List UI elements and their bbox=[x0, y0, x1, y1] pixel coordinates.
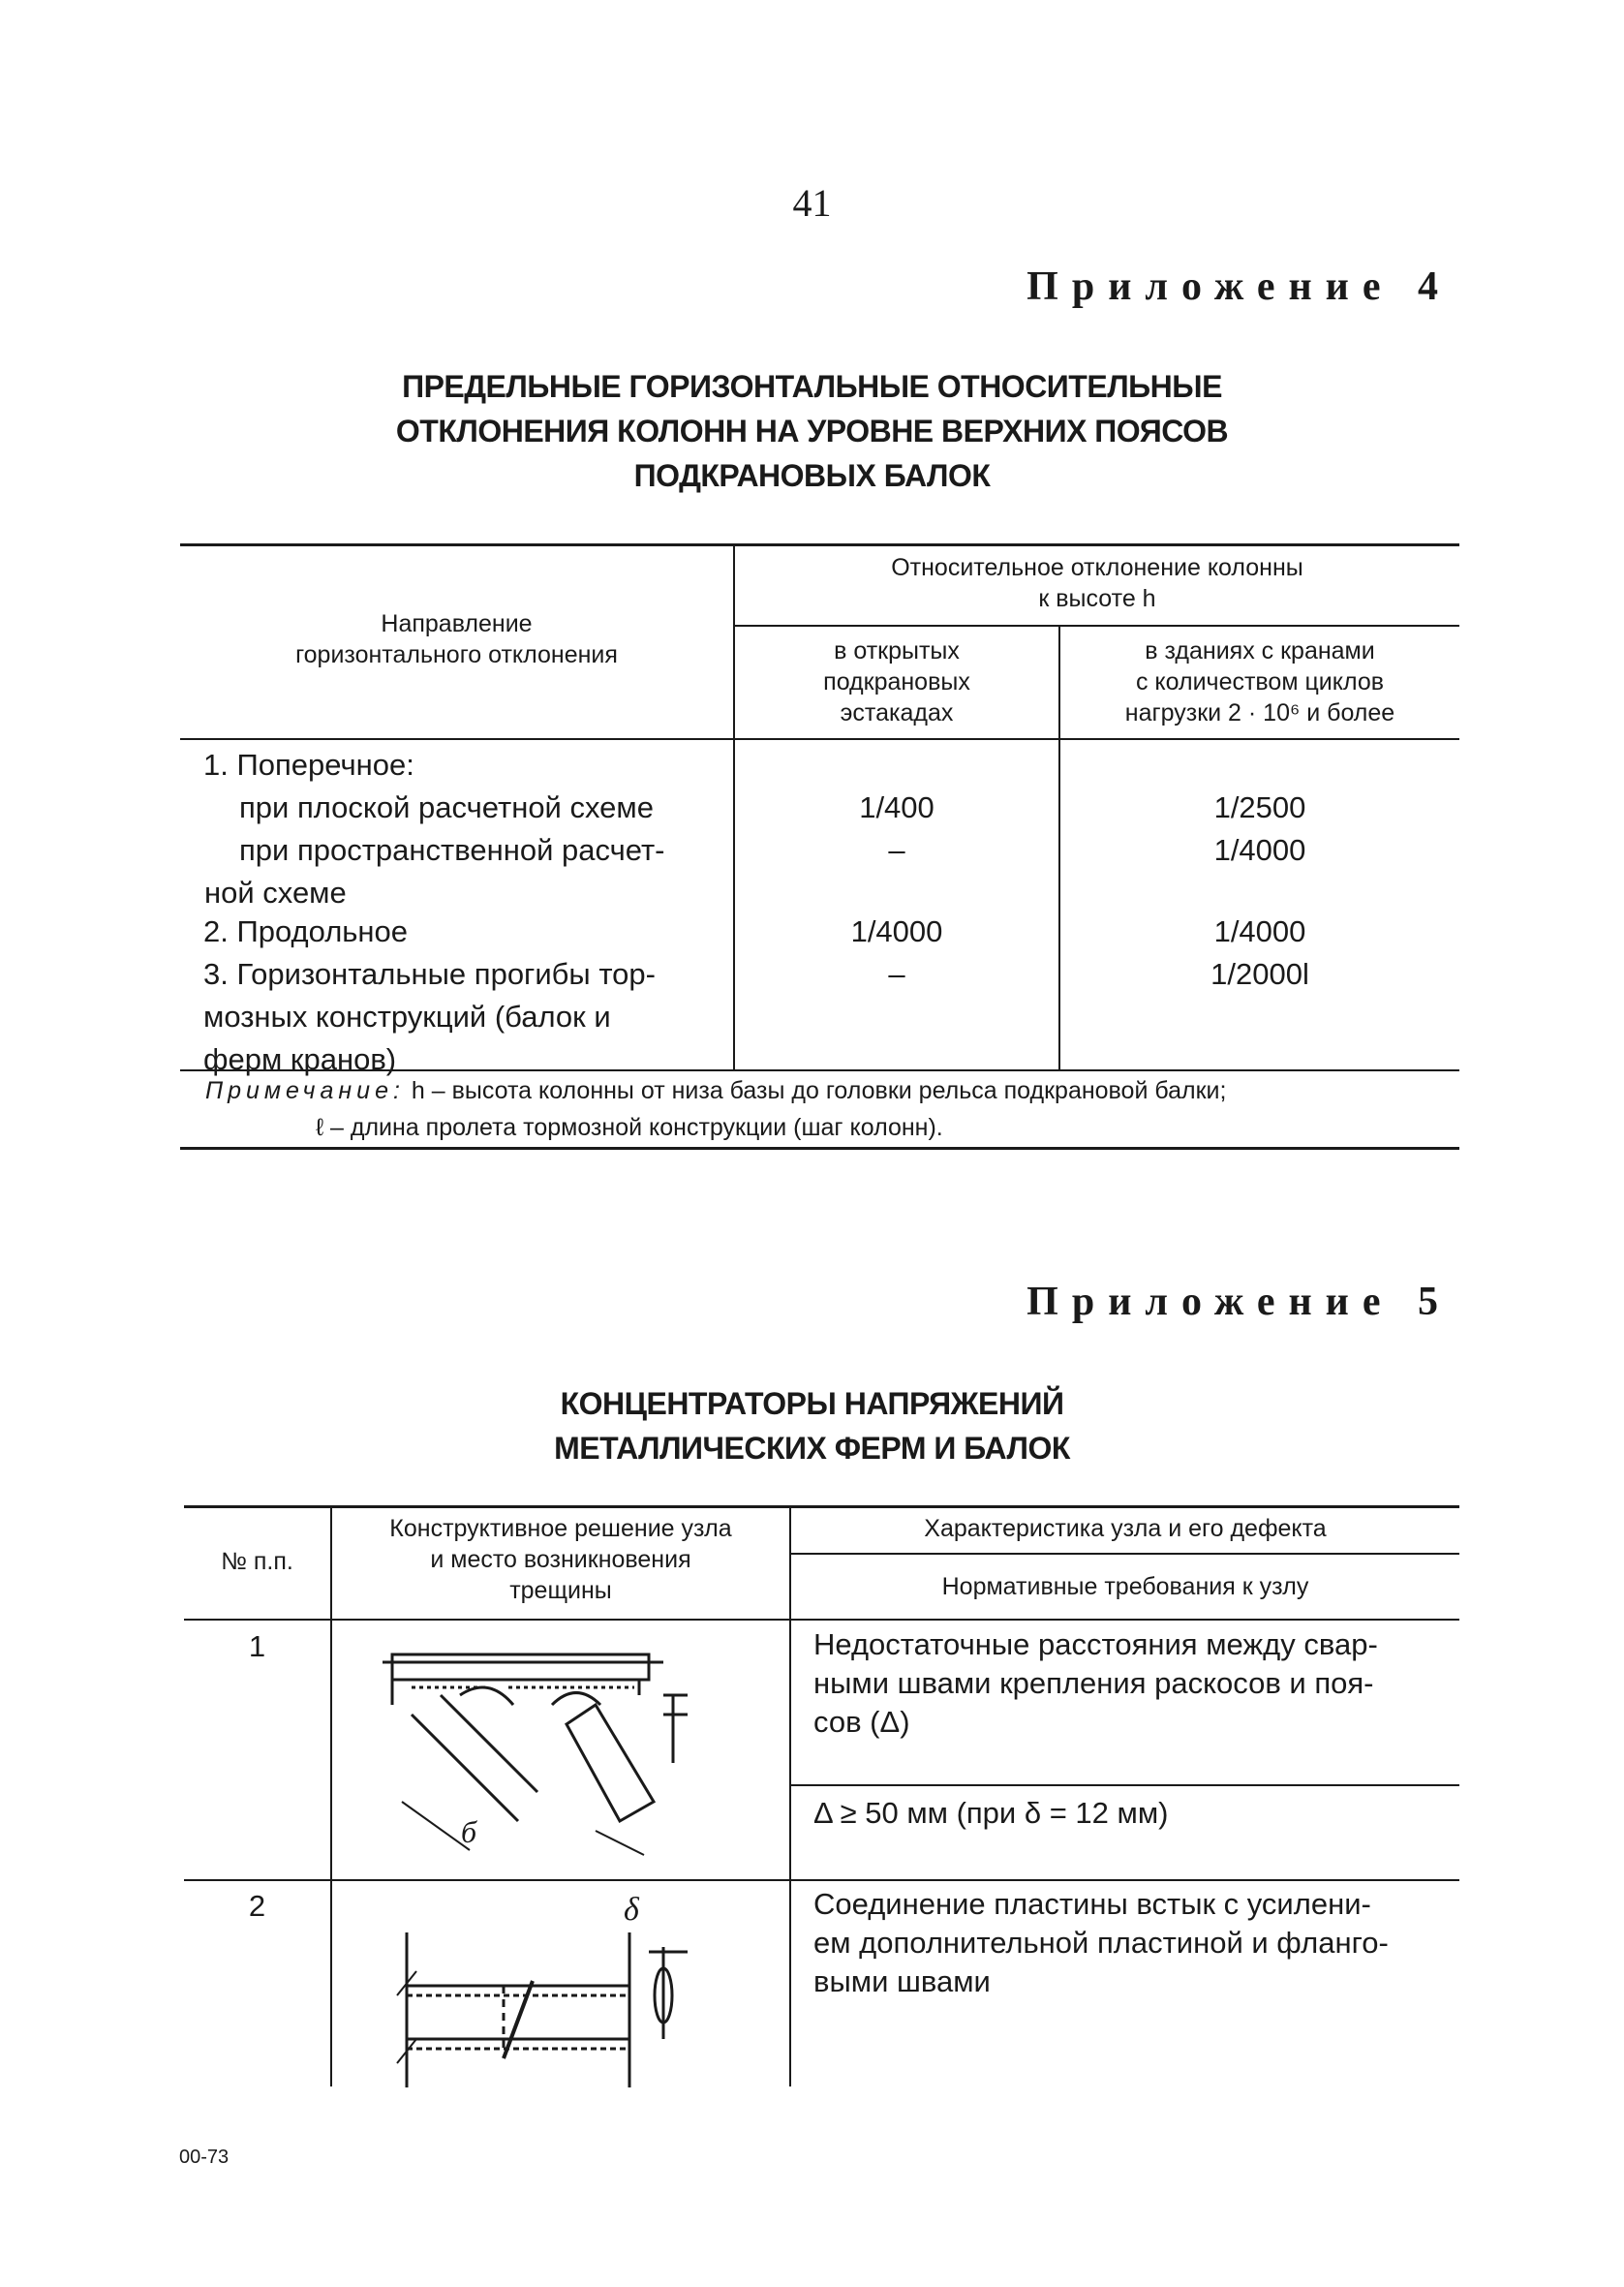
table-hline bbox=[791, 1784, 1459, 1786]
column-header-solution bbox=[332, 1513, 789, 1606]
row-number: 1 bbox=[248, 1629, 266, 1663]
page-number: 41 bbox=[792, 181, 832, 225]
header-line: Относительное отклонение колонны bbox=[891, 554, 1303, 581]
title-line: КОНЦЕНТРАТОРЫ НАПРЯЖЕНИЙ bbox=[560, 1386, 1064, 1421]
row-label-line: ферм кранов) bbox=[203, 1042, 397, 1076]
table-top-rule bbox=[184, 1505, 1459, 1508]
characteristic-line: ными швами крепления раскосов и поя- bbox=[813, 1666, 1374, 1700]
value-buildings: 1/2500 bbox=[1213, 790, 1306, 824]
header-line: Конструктивное решение узла bbox=[389, 1515, 732, 1542]
title-line: ПРЕДЕЛЬНЫЕ ГОРИЗОНТАЛЬНЫЕ ОТНОСИТЕЛЬНЫЕ bbox=[402, 369, 1222, 404]
table-hline bbox=[180, 738, 1459, 740]
row-label: при плоской расчетной схеме bbox=[239, 790, 654, 824]
sketch-label: δ bbox=[624, 1892, 639, 1928]
value-buildings: 1/2000l bbox=[1210, 957, 1309, 991]
header-line: нагрузки 2 · 10⁶ и более bbox=[1124, 699, 1395, 726]
row-label: 2. Продольное bbox=[203, 914, 409, 948]
header-line: в открытых bbox=[834, 637, 960, 664]
header-line: и место возникновения bbox=[430, 1546, 691, 1573]
row-number: 2 bbox=[248, 1889, 266, 1923]
row-label bbox=[204, 829, 665, 914]
row-label: 1. Поперечное: bbox=[203, 748, 414, 782]
title-line: ПОДКРАНОВЫХ БАЛОК bbox=[633, 458, 991, 493]
characteristic-line: Соединение пластины встык с усилени- bbox=[813, 1887, 1371, 1921]
header-line: Направление bbox=[381, 610, 533, 637]
row-label-line: при пространственной расчет- bbox=[239, 833, 665, 867]
row-label bbox=[203, 953, 656, 1081]
row-characteristic bbox=[813, 1885, 1389, 2001]
title-line: МЕТАЛЛИЧЕСКИХ ФЕРМ И БАЛОК bbox=[554, 1431, 1070, 1466]
column-header-number: № п.п. bbox=[221, 1548, 293, 1575]
characteristic-line: ем дополнительной пластиной и фланго- bbox=[813, 1926, 1389, 1960]
truss-node-sketch bbox=[373, 1637, 702, 1870]
table-top-rule bbox=[180, 543, 1459, 546]
column-header-buildings bbox=[1060, 635, 1459, 728]
header-line: с количеством циклов bbox=[1135, 668, 1385, 695]
column-header-open bbox=[735, 635, 1058, 728]
column-header-requirements: Нормативные требования к узлу bbox=[941, 1573, 1309, 1600]
row-label-line: ной схеме bbox=[204, 876, 347, 910]
table-bottom-rule bbox=[180, 1147, 1459, 1150]
table-hline bbox=[184, 1879, 1459, 1881]
sketch-label: б bbox=[461, 1814, 477, 1849]
characteristic-line: сов (Δ) bbox=[813, 1705, 910, 1739]
note-label: Примечание: bbox=[205, 1077, 405, 1104]
value-buildings: 1/4000 bbox=[1213, 914, 1306, 948]
value-buildings: 1/4000 bbox=[1213, 833, 1306, 867]
header-line: подкрановых bbox=[823, 668, 970, 695]
column-header-group bbox=[735, 552, 1459, 614]
table-note-line2: ℓ – длина пролета тормозной конструкции (шаг колонн). bbox=[316, 1114, 943, 1141]
header-line: в зданиях с кранами bbox=[1145, 637, 1375, 664]
header-line: горизонтального отклонения bbox=[295, 641, 618, 668]
plate-joint-sketch bbox=[387, 1894, 707, 2087]
table-hline bbox=[735, 625, 1459, 627]
table-hline bbox=[184, 1619, 1459, 1621]
characteristic-line: выми швами bbox=[813, 1964, 991, 1998]
table-hline bbox=[791, 1553, 1459, 1555]
appendix-4-title bbox=[0, 364, 1624, 498]
header-line: трещины bbox=[509, 1577, 612, 1604]
header-line: к высоте h bbox=[1038, 585, 1156, 612]
appendix-5-heading: Приложение 5 bbox=[1026, 1280, 1452, 1324]
value-open: 1/4000 bbox=[850, 914, 943, 948]
row-label-line: мозных конструкций (балок и bbox=[203, 1000, 611, 1034]
column-header-direction bbox=[180, 608, 733, 670]
row-label-line: 3. Горизонтальные прогибы тор- bbox=[203, 957, 656, 991]
appendix-5-title bbox=[0, 1381, 1624, 1470]
table-note bbox=[205, 1072, 1226, 1109]
note-text: h – высота колонны от низа базы до головки рельса подкрановой балки; bbox=[404, 1077, 1227, 1104]
value-open: – bbox=[888, 833, 905, 867]
characteristic-line: Недостаточные расстояния между свар- bbox=[813, 1627, 1378, 1661]
footer-code: 00-73 bbox=[179, 2147, 230, 2168]
header-line: эстакадах bbox=[840, 699, 954, 726]
value-open: – bbox=[888, 957, 905, 991]
title-line: ОТКЛОНЕНИЯ КОЛОНН НА УРОВНЕ ВЕРХНИХ ПОЯСОВ bbox=[395, 414, 1229, 448]
column-header-characteristic: Характеристика узла и его дефекта bbox=[924, 1515, 1327, 1542]
appendix-4-heading: Приложение 4 bbox=[1026, 264, 1452, 309]
row-requirement: Δ ≥ 50 мм (при δ = 12 мм) bbox=[813, 1796, 1169, 1830]
value-open: 1/400 bbox=[859, 790, 935, 824]
row-characteristic bbox=[813, 1625, 1378, 1742]
